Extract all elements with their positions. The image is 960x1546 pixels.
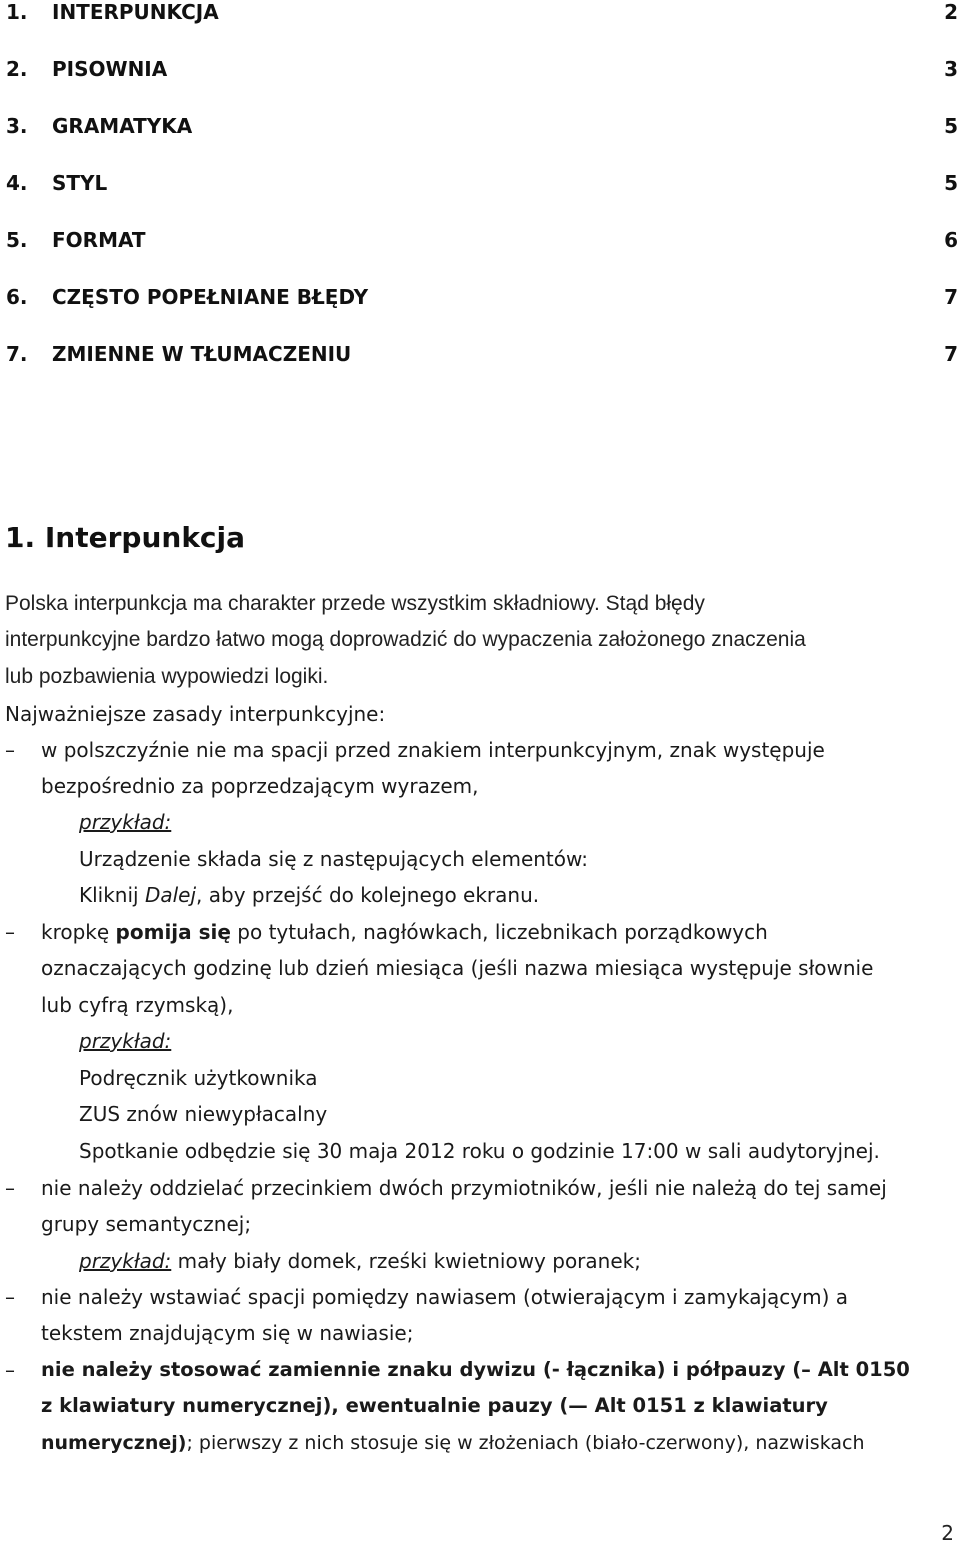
rule-bold-term: pomija się bbox=[115, 920, 231, 944]
toc-page-number: 7 bbox=[944, 285, 958, 309]
paragraph-line: interpunkcyjne bardzo łatwo mogą doprowadzić do wypaczenia założonego znaczenia bbox=[5, 628, 806, 651]
rule-text: oznaczających godzinę lub dzień miesiąca (jeśli nazwa miesiąca występuje słownie bbox=[41, 956, 874, 980]
paragraph-line: Polska interpunkcja ma charakter przede wszystkim składniowy. Stąd błędy bbox=[5, 592, 705, 615]
example-text-part: mały biały domek, rześki kwietniowy poranek; bbox=[171, 1249, 641, 1273]
toc-page-number: 5 bbox=[944, 171, 958, 195]
page-number: 2 bbox=[941, 1521, 954, 1545]
toc-title[interactable]: CZĘSTO POPEŁNIANE BŁĘDY bbox=[52, 285, 369, 309]
toc-row[interactable] bbox=[0, 0, 958, 27]
rule-text: nie należy oddzielać przecinkiem dwóch przymiotników, jeśli nie należą do tej samej bbox=[41, 1176, 887, 1200]
list-dash: – bbox=[5, 920, 15, 944]
toc-title[interactable]: GRAMATYKA bbox=[52, 114, 193, 138]
example-label: przykład: bbox=[79, 1249, 172, 1273]
list-dash: – bbox=[5, 1285, 15, 1309]
toc-row[interactable] bbox=[0, 339, 958, 369]
example-label: przykład: bbox=[79, 1029, 172, 1053]
example-text: Spotkanie odbędzie się 30 maja 2012 roku o godzinie 17:00 w sali audytoryjnej. bbox=[79, 1139, 880, 1163]
toc-title[interactable]: INTERPUNKCJA bbox=[52, 0, 219, 24]
toc-page-number: 7 bbox=[944, 342, 958, 366]
toc-row[interactable] bbox=[0, 225, 958, 255]
rule-text-part: ; pierwszy z nich stosuje się w złożeniach (biało-czerwony), nazwiskach bbox=[186, 1432, 865, 1454]
toc-title[interactable]: FORMAT bbox=[52, 228, 146, 252]
toc-number: 2. bbox=[6, 57, 28, 81]
toc-number: 5. bbox=[6, 228, 28, 252]
rule-text: bezpośrednio za poprzedzającym wyrazem, bbox=[41, 774, 479, 798]
toc-page-number: 5 bbox=[944, 114, 958, 138]
rule-text: lub cyfrą rzymską), bbox=[41, 993, 234, 1017]
toc-number: 6. bbox=[6, 285, 28, 309]
example-label: przykład: bbox=[79, 810, 172, 834]
rule-text bbox=[41, 1425, 865, 1461]
rules-intro: Najważniejsze zasady interpunkcyjne: bbox=[5, 702, 386, 726]
example-text: Podręcznik użytkownika bbox=[79, 1066, 318, 1090]
paragraph-line: lub pozbawienia wypowiedzi logiki. bbox=[5, 665, 329, 688]
rule-text: w polszczyźnie nie ma spacji przed znakiem interpunkcyjnym, znak występuje bbox=[41, 738, 825, 762]
example-text-part: , aby przejść do kolejnego ekranu. bbox=[196, 883, 540, 907]
toc-row[interactable] bbox=[0, 282, 958, 312]
toc-row[interactable] bbox=[0, 54, 958, 84]
toc-page-number: 6 bbox=[944, 228, 958, 252]
list-dash: – bbox=[5, 1176, 15, 1200]
toc-title[interactable]: STYL bbox=[52, 171, 108, 195]
rule-text-part: po tytułach, nagłówkach, liczebnikach porządkowych bbox=[230, 920, 768, 944]
example-italic-term: Dalej bbox=[144, 883, 197, 907]
toc-number: 1. bbox=[6, 0, 28, 24]
rule-text: nie należy stosować zamiennie znaku dywizu (- łącznika) i półpauzy (– Alt 0150 bbox=[41, 1358, 910, 1381]
rule-text: grupy semantycznej; bbox=[41, 1212, 252, 1236]
rule-text: tekstem znajdującym się w nawiasie; bbox=[41, 1321, 414, 1345]
toc-row[interactable] bbox=[0, 168, 958, 198]
toc-row[interactable] bbox=[0, 111, 958, 141]
example-text bbox=[79, 1243, 641, 1279]
toc-number: 4. bbox=[6, 171, 28, 195]
toc-number: 3. bbox=[6, 114, 28, 138]
rule-bold-term: numerycznej) bbox=[41, 1432, 187, 1454]
example-text: ZUS znów niewypłacalny bbox=[79, 1102, 328, 1126]
rule-text: nie należy wstawiać spacji pomiędzy nawiasem (otwierającym i zamykającym) a bbox=[41, 1285, 849, 1309]
section-heading: 1. Interpunkcja bbox=[5, 521, 246, 554]
toc-number: 7. bbox=[6, 342, 28, 366]
example-text bbox=[79, 877, 539, 913]
toc-page-number: 2 bbox=[944, 0, 958, 24]
rule-text bbox=[41, 914, 768, 950]
rule-text: z klawiatury numerycznej), ewentualnie pauzy (— Alt 0151 z klawiatury bbox=[41, 1394, 828, 1417]
toc-title[interactable]: PISOWNIA bbox=[52, 57, 168, 81]
example-text: Urządzenie składa się z następujących elementów: bbox=[79, 847, 589, 871]
toc-title[interactable]: ZMIENNE W TŁUMACZENIU bbox=[52, 342, 352, 366]
rule-text-part: kropkę bbox=[41, 920, 116, 944]
list-dash: – bbox=[5, 738, 15, 762]
example-text-part: Kliknij bbox=[79, 883, 145, 907]
toc-page-number: 3 bbox=[944, 57, 958, 81]
list-dash: – bbox=[5, 1358, 15, 1382]
